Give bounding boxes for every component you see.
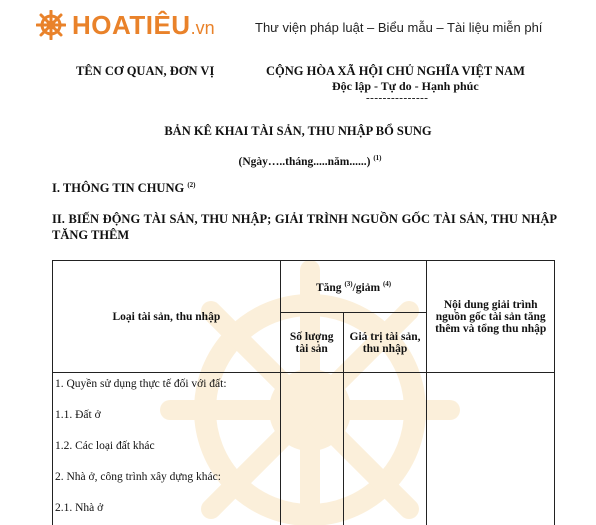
section-asset-changes: II. BIẾN ĐỘNG TÀI SẢN, THU NHẬP; GIẢI TRÌNH NGUỒN GỐC TÀI SẢN, THU NHẬP TĂNG THÊM [52,212,557,242]
document-title: BẢN KÊ KHAI TÀI SẢN, THU NHẬP BỔ SUNG [164,124,432,138]
list-item: 1.1. Đất ở [55,409,101,421]
asset-type-cell [53,373,281,525]
asset-value-cell[interactable] [343,373,427,525]
list-item: 2. Nhà ở, công trình xây dựng khác: [55,471,221,483]
header-change-note-4: (4) [382,279,392,288]
header-asset-quantity: Số lượng tài sản [280,313,343,373]
agency-name: TÊN CƠ QUAN, ĐƠN VỊ [76,64,215,78]
list-item: 2.1. Nhà ở [55,502,104,514]
section-general-info-footnote: (2) [187,181,196,189]
header-explanation: Nội dung giải trình nguồn gốc tài sản tăng thêm và tổng thu nhập [427,261,555,373]
logo-suffix: .vn [190,18,215,38]
logo-text: HOATIÊU [72,10,191,40]
date-footnote: (1) [373,154,382,162]
date-text: (Ngày…..tháng.....năm......) [238,155,371,168]
explanation-cell[interactable] [427,373,555,525]
republic-heading: CỘNG HÒA XÃ HỘI CHỦ NGHĨA VIỆT NAM [266,64,525,78]
motto-divider: --------------- [366,92,429,104]
site-header [0,0,596,60]
national-motto: Độc lập - Tự do - Hạnh phúc [332,79,479,93]
header-change [280,261,427,313]
header-change-note-3: (3) [344,279,353,288]
asset-change-table [52,260,555,525]
header-change-increase: Tăng [315,281,345,294]
list-item: 1. Quyền sử dụng thực tế đối với đất: [55,378,227,390]
header-asset-value: Giá trị tài sản, thu nhập [343,313,427,373]
document-date [0,154,596,168]
section-general-info [52,181,196,196]
asset-quantity-cell[interactable] [280,373,343,525]
site-logo[interactable] [36,10,215,40]
list-item: 1.2. Các loại đất khác [55,440,155,452]
site-tagline: Thư viện pháp luật – Biểu mẫu – Tài liệu miễn phí [255,20,543,35]
header-change-decrease: /giảm [352,281,383,294]
header-asset-type: Loại tài sản, thu nhập [53,261,281,373]
ship-wheel-icon [36,10,66,40]
section-general-info-text: I. THÔNG TIN CHUNG [52,181,185,196]
